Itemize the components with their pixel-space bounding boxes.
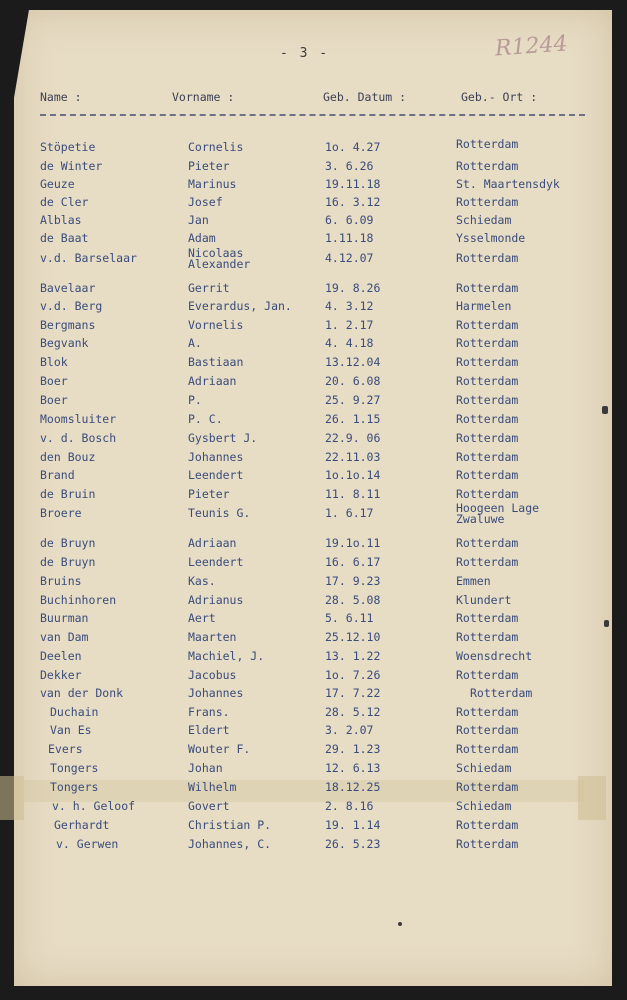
birth-place-cell: Rotterdam [456,780,519,794]
surname-cell: Bruins [40,574,82,588]
birth-place-cell: Rotterdam [456,137,519,151]
given-name-cell: Adriaan [188,374,237,388]
birth-place-cell: Schiedam [456,213,512,227]
given-name-cell: Teunis G. [188,506,251,520]
given-name-cell: Leendert [188,555,244,569]
surname-cell: v. h. Geloof [52,799,136,813]
birth-place-cell: Rotterdam [470,686,533,700]
given-name-cell: Christian P. [188,818,272,832]
given-name-cell: Everardus, Jan. [188,299,292,313]
birth-date-cell: 4.12.07 [325,251,374,265]
birth-place-cell: Rotterdam [456,159,519,173]
surname-cell: Alblas [40,213,82,227]
given-name-cell: Josef [188,195,223,209]
surname-cell: Evers [48,742,83,756]
birth-date-cell: 19. 8.26 [325,281,381,295]
given-name-cell: Aert [188,611,216,625]
birth-date-cell: 19. 1.14 [325,818,381,832]
paper-speck [398,922,402,926]
birth-place-cell: Schiedam [456,799,512,813]
surname-cell: Bergmans [40,318,96,332]
birth-date-cell: 19.1o.11 [325,536,381,550]
surname-cell: van der Donk [40,686,124,700]
list-item [0,501,627,534]
given-name-cell: Wilhelm [188,780,237,794]
surname-cell: Boer [40,374,68,388]
given-name-cell: Jacobus [188,668,237,682]
birth-place-cell: Rotterdam [456,818,519,832]
birth-date-cell: 4. 4.18 [325,336,374,350]
surname-cell: Brand [40,468,75,482]
header-datum: Geb. Datum : [323,90,407,104]
birth-date-cell: 1. 2.17 [325,318,374,332]
birth-place-cell: Emmen [456,574,491,588]
birth-date-cell: 13. 1.22 [325,649,381,663]
header-name: Name : [40,90,82,104]
birth-date-cell: 3. 6.26 [325,159,374,173]
given-name-cell: Maarten [188,630,237,644]
birth-date-cell: 13.12.04 [325,355,381,369]
birth-date-cell: 28. 5.12 [325,705,381,719]
given-name-cell: Frans. [188,705,230,719]
birth-date-cell: 26. 5.23 [325,837,381,851]
birth-place-cell: Rotterdam [456,611,519,625]
birth-place-cell: Rotterdam [456,393,519,407]
given-name-cell: Wouter F. [188,742,251,756]
birth-date-cell: 11. 8.11 [325,487,381,501]
birth-place-cell: St. Maartensdyk [456,177,560,191]
birth-place-cell: Rotterdam [456,536,519,550]
given-name-cell: Machiel, J. [188,649,265,663]
birth-place-cell: Rotterdam [456,431,519,445]
given-name-cell: Nicolaas Alexander [188,246,251,271]
birth-date-cell: 4. 3.12 [325,299,374,313]
surname-cell: Gerhardt [54,818,110,832]
birth-date-cell: 1o. 4.27 [325,140,381,154]
given-name-cell: P. C. [188,412,223,426]
birth-place-cell: Schiedam [456,761,512,775]
birth-place-cell: Ysselmonde [456,231,526,245]
list-item [0,839,627,865]
birth-date-cell: 17. 7.22 [325,686,381,700]
birth-date-cell: 18.12.25 [325,780,381,794]
given-name-cell: Adam [188,231,216,245]
birth-place-cell: Rotterdam [456,355,519,369]
header-rule [40,114,585,116]
surname-cell: de Bruyn [40,555,96,569]
page-number: - 3 - [280,46,330,61]
surname-cell: Duchain [50,705,99,719]
birth-date-cell: 5. 6.11 [325,611,374,625]
birth-date-cell: 28. 5.08 [325,593,381,607]
birth-place-cell: Rotterdam [456,281,519,295]
given-name-cell: Johan [188,761,223,775]
given-name-cell: A. [188,336,202,350]
birth-date-cell: 1o. 7.26 [325,668,381,682]
surname-cell: Geuze [40,177,75,191]
birth-date-cell: 26. 1.15 [325,412,381,426]
birth-date-cell: 25. 9.27 [325,393,381,407]
surname-cell: den Bouz [40,450,96,464]
given-name-cell: Kas. [188,574,216,588]
birth-date-cell: 16. 6.17 [325,555,381,569]
given-name-cell: Adriaan [188,536,237,550]
surname-cell: Boer [40,393,68,407]
birth-place-cell: Rotterdam [456,195,519,209]
paper-speck [602,406,608,414]
surname-cell: Van Es [50,723,92,737]
birth-date-cell: 29. 1.23 [325,742,381,756]
surname-cell: Bavelaar [40,281,96,295]
birth-date-cell: 20. 6.08 [325,374,381,388]
birth-place-cell: Rotterdam [456,705,519,719]
surname-cell: de Bruyn [40,536,96,550]
given-name-cell: Jan [188,213,209,227]
given-name-cell: Cornelis [188,140,244,154]
birth-place-cell: Harmelen [456,299,512,313]
birth-place-cell: Klundert [456,593,512,607]
birth-date-cell: 2. 8.16 [325,799,374,813]
birth-place-cell: Rotterdam [456,374,519,388]
surname-cell: Stöpetie [40,140,96,154]
birth-place-cell: Rotterdam [456,837,519,851]
given-name-cell: Bastiaan [188,355,244,369]
birth-place-cell: Rotterdam [456,487,519,501]
birth-date-cell: 1.11.18 [325,231,374,245]
given-name-cell: Eldert [188,723,230,737]
surname-cell: Begvank [40,336,89,350]
given-name-cell: Johannes [188,686,244,700]
given-name-cell: P. [188,393,202,407]
birth-date-cell: 6. 6.09 [325,213,374,227]
birth-date-cell: 22.11.03 [325,450,381,464]
surname-cell: Moomsluiter [40,412,117,426]
surname-cell: de Cler [40,195,89,209]
given-name-cell: Vornelis [188,318,244,332]
given-name-cell: Gysbert J. [188,431,258,445]
surname-cell: Tongers [50,761,99,775]
birth-place-cell: Rotterdam [456,742,519,756]
birth-date-cell: 3. 2.07 [325,723,374,737]
archive-mark: R1244 [494,31,569,62]
birth-date-cell: 25.12.10 [325,630,381,644]
birth-place-cell: Rotterdam [456,468,519,482]
surname-cell: de Bruin [40,487,96,501]
birth-place-cell: Rotterdam [456,630,519,644]
birth-date-cell: 16. 3.12 [325,195,381,209]
surname-cell: Deelen [40,649,82,663]
surname-cell: Tongers [50,780,99,794]
birth-date-cell: 12. 6.13 [325,761,381,775]
given-name-cell: Govert [188,799,230,813]
surname-cell: v.d. Berg [40,299,103,313]
surname-cell: Buchinhoren [40,593,117,607]
surname-cell: v.d. Barselaar [40,251,137,265]
birth-date-cell: 22.9. 06 [325,431,381,445]
surname-cell: Buurman [40,611,89,625]
surname-cell: de Winter [40,159,103,173]
birth-date-cell: 1. 6.17 [325,506,374,520]
header-ort: Geb.- Ort : [461,90,538,104]
birth-place-cell: Rotterdam [456,251,519,265]
birth-date-cell: 19.11.18 [325,177,381,191]
surname-cell: Broere [40,506,82,520]
given-name-cell: Leendert [188,468,244,482]
birth-date-cell: 17. 9.23 [325,574,381,588]
birth-place-cell: Rotterdam [456,668,519,682]
birth-place-cell: Rotterdam [456,723,519,737]
header-vorname: Vorname : [172,90,235,104]
given-name-cell: Johannes, C. [188,837,272,851]
given-name-cell: Marinus [188,177,237,191]
birth-place-cell: Rotterdam [456,555,519,569]
surname-cell: van Dam [40,630,89,644]
given-name-cell: Adrianus [188,593,244,607]
birth-date-cell: 1o.1o.14 [325,468,381,482]
birth-place-cell: Woensdrecht [456,649,533,663]
birth-place-cell: Rotterdam [456,318,519,332]
birth-place-cell: Rotterdam [456,450,519,464]
surname-cell: v. Gerwen [56,837,119,851]
given-name-cell: Johannes [188,450,244,464]
birth-place-cell: Hoogeen Lage Zwaluwe [456,501,540,526]
surname-cell: de Baat [40,231,89,245]
given-name-cell: Gerrit [188,281,230,295]
surname-cell: Dekker [40,668,82,682]
paper-speck [604,620,609,627]
birth-place-cell: Rotterdam [456,336,519,350]
surname-cell: Blok [40,355,68,369]
given-name-cell: Pieter [188,159,230,173]
given-name-cell: Pieter [188,487,230,501]
birth-place-cell: Rotterdam [456,412,519,426]
surname-cell: v. d. Bosch [40,431,117,445]
list-item [0,246,627,279]
